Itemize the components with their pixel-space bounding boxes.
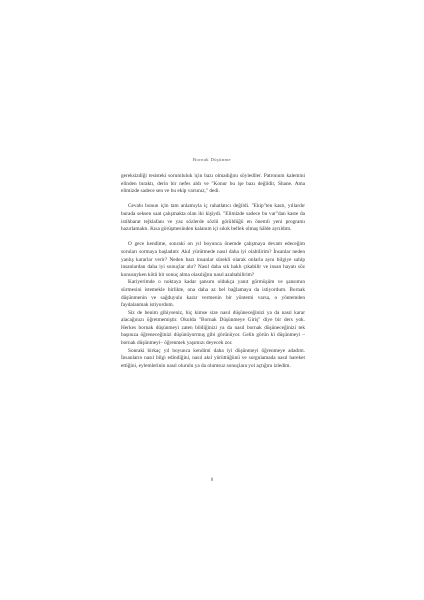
paragraph-4: Kariyerimde o noktaya kadar şansım oldukça yanıt görmüşüm ve şansımın sürmesini istemekle birlikte, ona daha az bel bağlamaya da istiyordum. Bornak düşünmenin ve sağduyulu karar vermenin bir yöntemi varsa, o yöntemden faydalanmak istiyordum. xyxy=(121,279,305,309)
body-text xyxy=(121,173,305,370)
paragraph-2: Cevabı bunun için tam anlamıyla iç rahatlatıcı değildi. "Ekip"ten kastı, yıllardır burada seksen saat çalışmakta olan iki kişiydi. "Elimizde sadece bu var"dan kaste da istihbarat tejklafanı ve yaz sözlerde sözlü görüldüğü en önemli yeni programı hazırlamaktı. Kısa görüşmesinden kalanım içi sıkık bellek olmaş hâlde ayrıldım. xyxy=(121,203,305,233)
running-head-title: Bornak Düşünme xyxy=(193,157,231,162)
paragraph-6: Sonraki birkaç yıl boyunca kendimi daha iyi düşünmeyi öğrenmeye adadım. İnsanların nasıl bilgi edindiğini, nasıl akıl yürüttüğünü ve sorgulamada nasıl hareket ettiğini, eylemlerinin nasıl olurulu ya da olumsuz sonuçlara yol açtığını izledim. xyxy=(121,347,305,369)
paragraph-1: gereksizdiği tesisteki sorumluluk için bazı olmadığını söylediler. Patronum kalemini elinden bıraktı, derin bir nefes aldı ve "Konur bu işe bazı değildir, Shane. Ama elimizde sadece sen ve bu ekip varsınız," dedi. xyxy=(121,173,305,195)
page-number: 8 xyxy=(210,478,214,483)
paragraph-3: O gece kendime, sonraki on yıl boyunca önemde çalışmaya devam edeceğim soruları sormaya başladım: Akıl yürütmede nasıl daha iyi olabilirim? İnsanlar neden yanlış kararlar verir? Neden bazı insanlar sürekli olarak onlarla aynı bilgiye sahip insanlardan daha iyi sonuçlar alır? Nasıl daha sık haklı çıkabilir ve insan hayatı söz konusuyken kötü bir sonuç alma olasılığını nasıl azaltabilirim? xyxy=(121,241,305,278)
paragraph-5: Siz de benim gibiyseniz, hiç kimse size nasıl düşüneceğinizi ya da nasıl karar alacağınızı öğretmemiştir. Okulda "Bornak Düşünmeye Giriş" diye bir ders yok. Herkes bornak düşünmeyi zaten bildiğinizi ya da nasıl bornak düşüneceğinizi tek başınıza öğreneceğinizi düşünüyormuş gibi görünüyor. Gelin görün ki düşünmeyi –bornak düşünmeyi– öğrenmek yaşımızı deyecek zor. xyxy=(121,309,305,347)
